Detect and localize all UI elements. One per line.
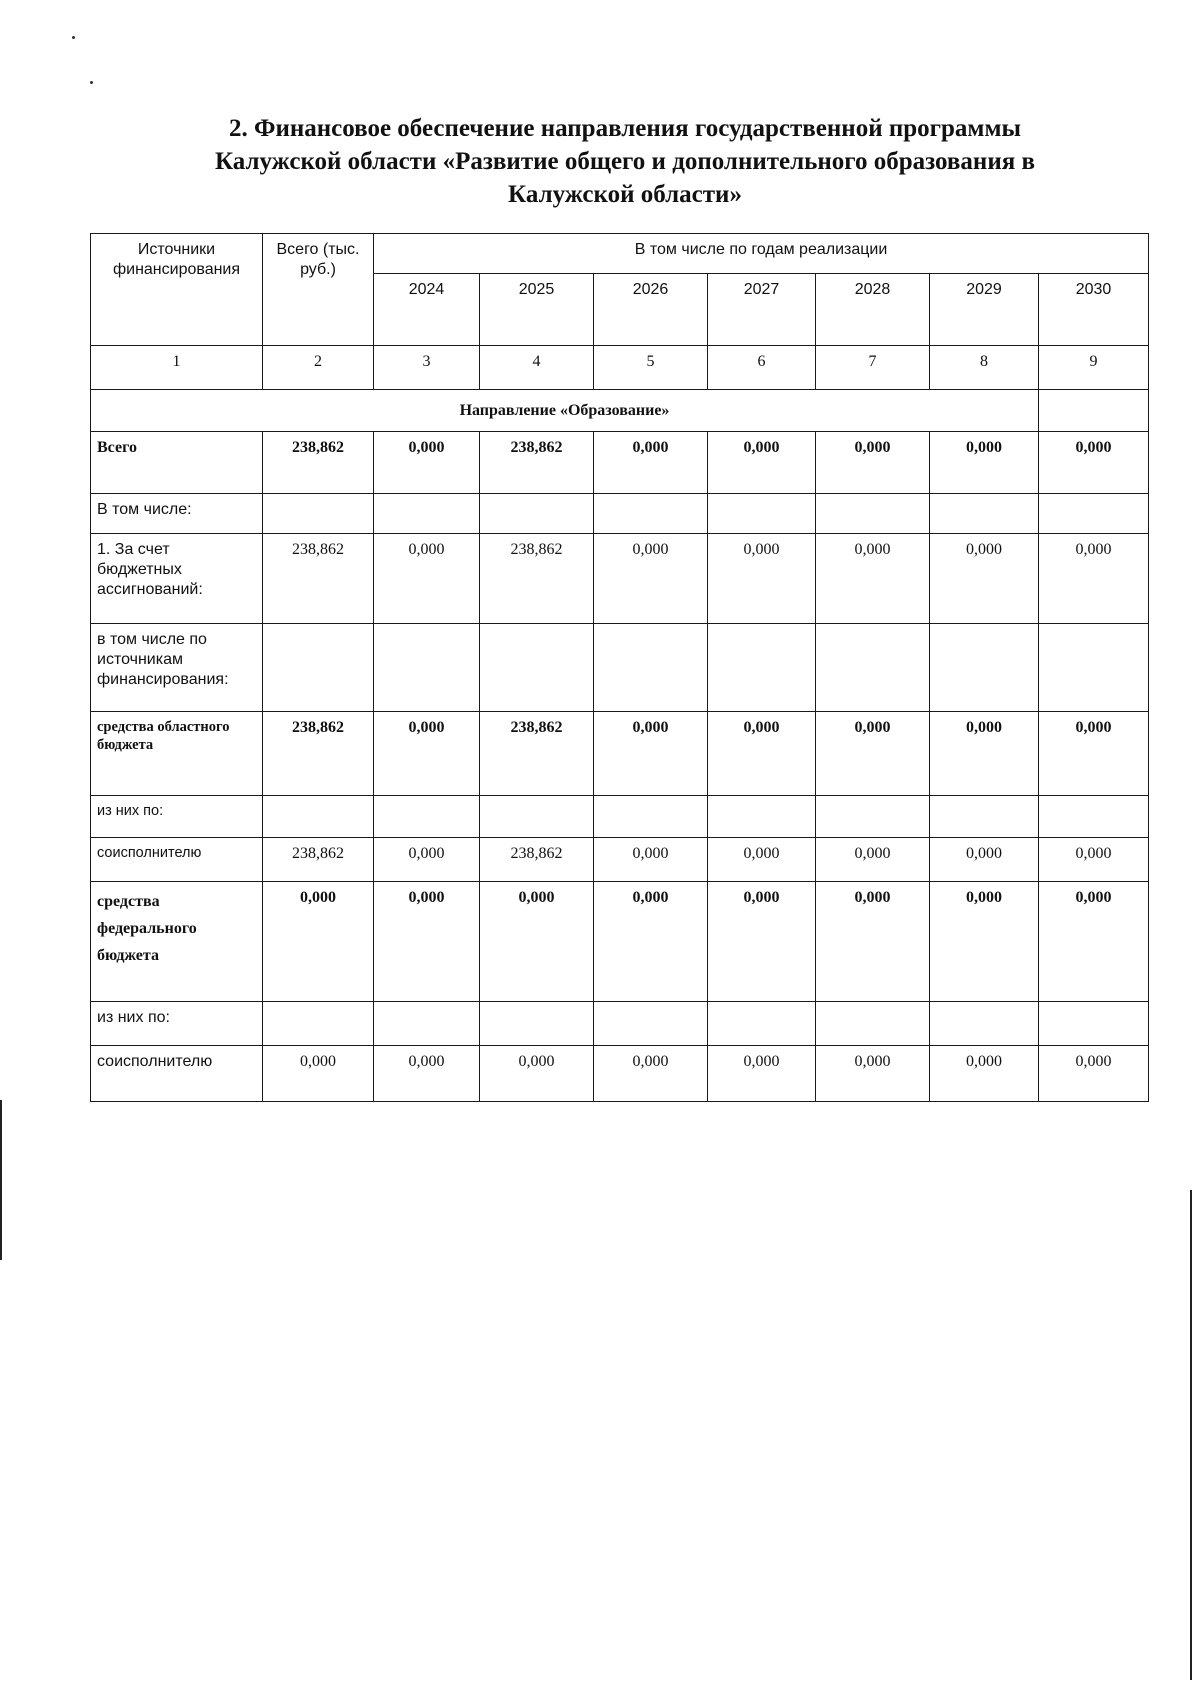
cell-value bbox=[480, 624, 594, 712]
title-line-3: Калужской области» bbox=[508, 181, 742, 208]
table-row bbox=[91, 1002, 1149, 1046]
cell-value bbox=[480, 494, 594, 534]
cell-value: 0,000 bbox=[374, 712, 480, 796]
cell-value bbox=[708, 494, 816, 534]
table-row bbox=[91, 534, 1149, 624]
cell-value: 0,000 bbox=[816, 882, 930, 1002]
title-line-2: Калужской области «Развитие общего и дополнительного образования в bbox=[214, 148, 1036, 175]
cell-value bbox=[480, 1002, 594, 1046]
cell-value: 0,000 bbox=[374, 882, 480, 1002]
cell-value: 0,000 bbox=[1039, 432, 1149, 494]
cell-value: 0,000 bbox=[594, 838, 708, 882]
cell-value bbox=[374, 494, 480, 534]
cell-value bbox=[816, 796, 930, 838]
row-label: В том числе: bbox=[91, 494, 263, 534]
column-number: 5 bbox=[594, 346, 708, 390]
cell-value bbox=[1039, 624, 1149, 712]
cell-value bbox=[930, 494, 1039, 534]
cell-value: 0,000 bbox=[480, 1046, 594, 1102]
table-row bbox=[91, 624, 1149, 712]
cell-value bbox=[374, 624, 480, 712]
cell-value: 0,000 bbox=[708, 1046, 816, 1102]
cell-value: 238,862 bbox=[263, 432, 374, 494]
cell-value: 0,000 bbox=[816, 432, 930, 494]
cell-value: 0,000 bbox=[1039, 882, 1149, 1002]
cell-value bbox=[816, 624, 930, 712]
cell-value: 0,000 bbox=[708, 882, 816, 1002]
column-number: 7 bbox=[816, 346, 930, 390]
row-label: в том числе по источникам финансирования: bbox=[91, 624, 263, 712]
header-year: 2025 bbox=[480, 274, 594, 346]
cell-value: 0,000 bbox=[708, 534, 816, 624]
cell-value: 238,862 bbox=[480, 838, 594, 882]
column-number: 1 bbox=[91, 346, 263, 390]
cell-value: 238,862 bbox=[263, 712, 374, 796]
cell-value bbox=[263, 1002, 374, 1046]
cell-value bbox=[708, 624, 816, 712]
cell-value: 0,000 bbox=[930, 838, 1039, 882]
document-title bbox=[150, 112, 1100, 211]
cell-value: 0,000 bbox=[374, 432, 480, 494]
cell-value: 0,000 bbox=[708, 712, 816, 796]
cell-value: 0,000 bbox=[594, 432, 708, 494]
cell-value: 0,000 bbox=[263, 882, 374, 1002]
header-year: 2029 bbox=[930, 274, 1039, 346]
header-year: 2024 bbox=[374, 274, 480, 346]
cell-value: 0,000 bbox=[374, 1046, 480, 1102]
cell-value bbox=[708, 1002, 816, 1046]
cell-value: 0,000 bbox=[263, 1046, 374, 1102]
cell-value bbox=[1039, 494, 1149, 534]
cell-value bbox=[594, 1002, 708, 1046]
row-label: из них по: bbox=[91, 796, 263, 838]
cell-value: 0,000 bbox=[816, 1046, 930, 1102]
table-row bbox=[91, 838, 1149, 882]
cell-value bbox=[594, 796, 708, 838]
column-number: 8 bbox=[930, 346, 1039, 390]
cell-value bbox=[1039, 1002, 1149, 1046]
cell-value bbox=[594, 494, 708, 534]
cell-value: 238,862 bbox=[480, 712, 594, 796]
cell-value: 0,000 bbox=[930, 712, 1039, 796]
row-label: средства федерального бюджета bbox=[91, 882, 263, 1002]
header-year: 2030 bbox=[1039, 274, 1149, 346]
cell-value: 0,000 bbox=[930, 882, 1039, 1002]
cell-value bbox=[816, 1002, 930, 1046]
cell-value: 0,000 bbox=[374, 838, 480, 882]
header-total: Всего (тыс. руб.) bbox=[263, 234, 374, 346]
cell-value: 0,000 bbox=[480, 882, 594, 1002]
column-number: 4 bbox=[480, 346, 594, 390]
table-row bbox=[91, 432, 1149, 494]
cell-value: 0,000 bbox=[816, 534, 930, 624]
cell-value bbox=[263, 796, 374, 838]
cell-value bbox=[480, 796, 594, 838]
header-sources: Источники финансирования bbox=[91, 234, 263, 346]
scan-edge-line bbox=[0, 1100, 2, 1260]
title-line-1: 2. Финансовое обеспечение направления государственной программы bbox=[228, 115, 1022, 142]
row-label: 1. За счет бюджетных ассигнований: bbox=[91, 534, 263, 624]
cell-value bbox=[594, 624, 708, 712]
scan-edge-line bbox=[1190, 1190, 1192, 1680]
cell-value: 0,000 bbox=[816, 712, 930, 796]
column-number: 2 bbox=[263, 346, 374, 390]
cell-value bbox=[930, 796, 1039, 838]
cell-value bbox=[263, 494, 374, 534]
cell-value: 238,862 bbox=[263, 534, 374, 624]
cell-value: 0,000 bbox=[374, 534, 480, 624]
cell-value bbox=[1039, 796, 1149, 838]
cell-value bbox=[930, 1002, 1039, 1046]
financing-table bbox=[90, 233, 1149, 1102]
cell-value: 0,000 bbox=[1039, 712, 1149, 796]
cell-value bbox=[816, 494, 930, 534]
row-label: из них по: bbox=[91, 1002, 263, 1046]
cell-value: 0,000 bbox=[708, 432, 816, 494]
cell-value: 0,000 bbox=[930, 432, 1039, 494]
cell-value: 238,862 bbox=[263, 838, 374, 882]
table-row bbox=[91, 1046, 1149, 1102]
table-row bbox=[91, 712, 1149, 796]
cell-value: 0,000 bbox=[816, 838, 930, 882]
cell-value: 0,000 bbox=[594, 534, 708, 624]
header-year: 2027 bbox=[708, 274, 816, 346]
column-number: 9 bbox=[1039, 346, 1149, 390]
cell-value: 0,000 bbox=[930, 534, 1039, 624]
cell-value bbox=[930, 624, 1039, 712]
cell-value bbox=[263, 624, 374, 712]
cell-value: 238,862 bbox=[480, 534, 594, 624]
row-label: соисполнителю bbox=[91, 838, 263, 882]
header-by-years: В том числе по годам реализации bbox=[374, 234, 1149, 274]
row-label: средства областного бюджета bbox=[91, 712, 263, 796]
column-number: 3 bbox=[374, 346, 480, 390]
cell-value: 0,000 bbox=[1039, 534, 1149, 624]
header-year: 2026 bbox=[594, 274, 708, 346]
cell-value: 238,862 bbox=[480, 432, 594, 494]
scan-speck bbox=[90, 81, 93, 84]
row-label: соисполнителю bbox=[91, 1046, 263, 1102]
cell-value: 0,000 bbox=[930, 1046, 1039, 1102]
table-row bbox=[91, 882, 1149, 1002]
table-row bbox=[91, 494, 1149, 534]
header-year: 2028 bbox=[816, 274, 930, 346]
scan-speck bbox=[72, 36, 75, 39]
row-label: Всего bbox=[91, 432, 263, 494]
cell-value bbox=[374, 796, 480, 838]
table-cell bbox=[1039, 390, 1149, 432]
column-number: 6 bbox=[708, 346, 816, 390]
cell-value: 0,000 bbox=[708, 838, 816, 882]
table-row bbox=[91, 796, 1149, 838]
cell-value bbox=[374, 1002, 480, 1046]
cell-value: 0,000 bbox=[1039, 1046, 1149, 1102]
cell-value: 0,000 bbox=[594, 882, 708, 1002]
cell-value: 0,000 bbox=[594, 712, 708, 796]
cell-value bbox=[708, 796, 816, 838]
cell-value: 0,000 bbox=[594, 1046, 708, 1102]
section-title: Направление «Образование» bbox=[91, 390, 1039, 432]
cell-value: 0,000 bbox=[1039, 838, 1149, 882]
